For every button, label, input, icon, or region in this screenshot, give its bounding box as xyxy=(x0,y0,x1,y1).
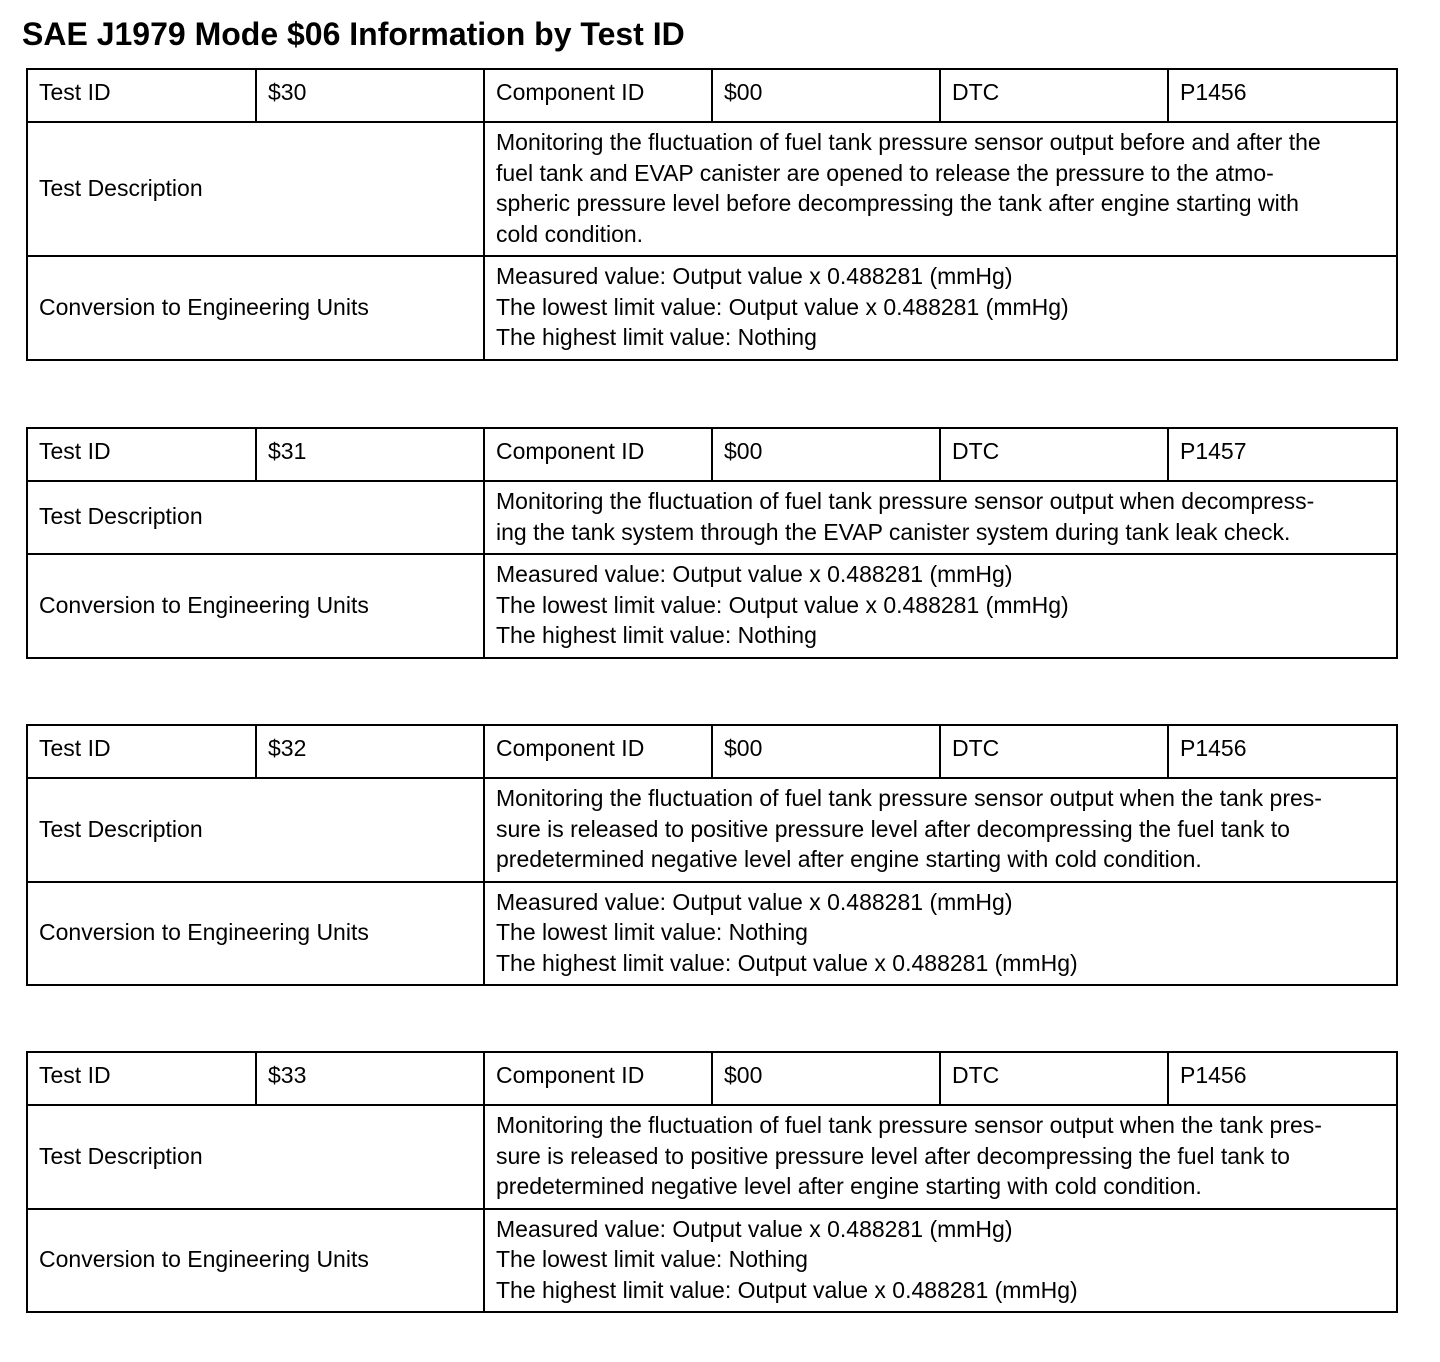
table-header-row xyxy=(27,1052,1397,1105)
conversion-line: Measured value: Output value x 0.488281 (mmHg) xyxy=(496,263,1013,289)
test-table xyxy=(26,427,1398,659)
description-row xyxy=(27,481,1397,554)
test-description-label: Test Description xyxy=(27,481,484,554)
page-title: SAE J1979 Mode $06 Information by Test ID xyxy=(22,16,685,52)
conversion-label: Conversion to Engineering Units xyxy=(27,554,484,658)
conversion-row xyxy=(27,1209,1397,1313)
test-description-value xyxy=(484,1105,1397,1209)
conversion-line: The highest limit value: Output value x 0.488281 (mmHg) xyxy=(496,949,1078,976)
conversion-label: Conversion to Engineering Units xyxy=(27,1209,484,1313)
description-row xyxy=(27,778,1397,882)
test-id-label: Test ID xyxy=(27,69,256,122)
component-id-label: Component ID xyxy=(484,428,712,481)
component-id-label: Component ID xyxy=(484,1052,712,1105)
description-line: predetermined negative level after engine starting with cold condition. xyxy=(496,846,1202,872)
test-id-value: $33 xyxy=(256,1052,484,1105)
conversion-line: The lowest limit value: Nothing xyxy=(496,1246,808,1272)
conversion-label: Conversion to Engineering Units xyxy=(27,256,484,360)
table-header-row xyxy=(27,725,1397,778)
description-line: Monitoring the fluctuation of fuel tank pressure sensor output when the tank pres- xyxy=(496,785,1322,811)
conversion-line: The lowest limit value: Nothing xyxy=(496,919,808,945)
dtc-value: P1456 xyxy=(1168,1052,1397,1105)
test-table xyxy=(26,68,1398,361)
description-row xyxy=(27,1105,1397,1209)
conversion-value xyxy=(484,256,1397,360)
conversion-line: The highest limit value: Nothing xyxy=(496,324,817,350)
table-header-row xyxy=(27,428,1397,481)
component-id-value: $00 xyxy=(712,725,940,778)
conversion-line: The lowest limit value: Output value x 0.488281 (mmHg) xyxy=(496,293,1069,320)
description-line: sure is released to positive pressure level after decompressing the fuel tank to xyxy=(496,1142,1290,1169)
test-table xyxy=(26,1051,1398,1313)
description-row xyxy=(27,122,1397,256)
test-description-value xyxy=(484,122,1397,256)
conversion-line: The highest limit value: Nothing xyxy=(496,622,817,648)
component-id-value: $00 xyxy=(712,1052,940,1105)
conversion-value xyxy=(484,882,1397,986)
dtc-value: P1456 xyxy=(1168,725,1397,778)
conversion-line: The highest limit value: Output value x 0.488281 (mmHg) xyxy=(496,1276,1078,1303)
test-description-value xyxy=(484,778,1397,882)
conversion-line: Measured value: Output value x 0.488281 (mmHg) xyxy=(496,1215,1013,1242)
description-line: Monitoring the fluctuation of fuel tank pressure sensor output when decompress- xyxy=(496,488,1315,514)
description-line: spheric pressure level before decompressing the tank after engine starting with xyxy=(496,190,1299,216)
dtc-label: DTC xyxy=(940,1052,1168,1105)
test-id-value: $32 xyxy=(256,725,484,778)
test-id-label: Test ID xyxy=(27,1052,256,1105)
description-line: fuel tank and EVAP canister are opened to release the pressure to the atmo- xyxy=(496,159,1274,186)
test-id-label: Test ID xyxy=(27,725,256,778)
test-id-value: $31 xyxy=(256,428,484,481)
component-id-value: $00 xyxy=(712,69,940,122)
test-description-label: Test Description xyxy=(27,122,484,256)
dtc-label: DTC xyxy=(940,725,1168,778)
component-id-label: Component ID xyxy=(484,69,712,122)
test-id-label: Test ID xyxy=(27,428,256,481)
conversion-row xyxy=(27,256,1397,360)
test-description-value xyxy=(484,481,1397,554)
test-description-label: Test Description xyxy=(27,1105,484,1209)
conversion-line: Measured value: Output value x 0.488281 (mmHg) xyxy=(496,888,1013,915)
dtc-value: P1456 xyxy=(1168,69,1397,122)
conversion-value xyxy=(484,1209,1397,1313)
conversion-label: Conversion to Engineering Units xyxy=(27,882,484,986)
description-line: Monitoring the fluctuation of fuel tank pressure sensor output before and after the xyxy=(496,129,1321,155)
conversion-row xyxy=(27,554,1397,658)
table-header-row xyxy=(27,69,1397,122)
test-description-label: Test Description xyxy=(27,778,484,882)
component-id-label: Component ID xyxy=(484,725,712,778)
conversion-line: Measured value: Output value x 0.488281 (mmHg) xyxy=(496,561,1013,587)
conversion-line: The lowest limit value: Output value x 0.488281 (mmHg) xyxy=(496,591,1069,618)
conversion-row xyxy=(27,882,1397,986)
description-line: sure is released to positive pressure level after decompressing the fuel tank to xyxy=(496,815,1290,842)
description-line: predetermined negative level after engine starting with cold condition. xyxy=(496,1173,1202,1199)
test-table xyxy=(26,724,1398,986)
description-line: ing the tank system through the EVAP canister system during tank leak check. xyxy=(496,518,1291,545)
test-id-value: $30 xyxy=(256,69,484,122)
dtc-label: DTC xyxy=(940,69,1168,122)
dtc-value: P1457 xyxy=(1168,428,1397,481)
description-line: cold condition. xyxy=(496,220,644,247)
conversion-value xyxy=(484,554,1397,658)
description-line: Monitoring the fluctuation of fuel tank pressure sensor output when the tank pres- xyxy=(496,1112,1322,1138)
component-id-value: $00 xyxy=(712,428,940,481)
dtc-label: DTC xyxy=(940,428,1168,481)
